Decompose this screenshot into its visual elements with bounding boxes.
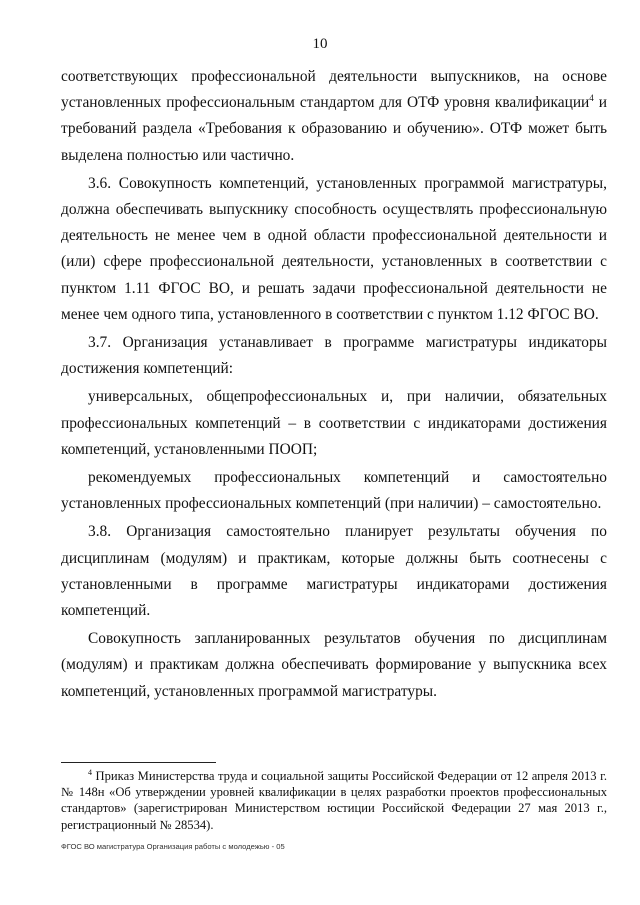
paragraph-learning-outcomes: Совокупность запланированных результатов обучения по дисциплинам (модулям) и практикам должна обеспечивать формирование у выпускника всех компетенций, установленных программой магистратуры. — [61, 630, 607, 700]
footnote-text: Приказ Министерства труда и социальной защиты Российской Федерации от 12 апреля 2013 г. № 148н «Об утверждении уровней квалификации в целях разработки проектов профессиональных стандартов» (зарегистрирован Министерством юстиции Российской Федерации 27 мая 2013 г., регистрационный № 28534). — [61, 769, 607, 832]
footnote-divider — [61, 762, 216, 763]
footnote-reference: 4 — [589, 93, 594, 104]
page-footer: ФГОС ВО магистратура Организация работы с молодежью - 05 — [61, 842, 285, 851]
paragraph-continuation-end: и требований раздела «Требования к образованию и обучению». ОТФ может быть выделена полностью или частично. — [61, 94, 607, 164]
page-number: 10 — [312, 36, 328, 52]
paragraph-3-7: 3.7. Организация устанавливает в программе магистратуры индикаторы достижения компетенций: — [61, 334, 607, 378]
paragraph-3-6: 3.6. Совокупность компетенций, установленных программой магистратуры, должна обеспечивать выпускнику способность осуществлять профессиональную деятельность не менее чем в одной области профессиональной деятельности и (или) сфере профессиональной деятельности, установленных в соответствии с пунктом 1.11 ФГОС ВО, и решать задачи профессиональной деятельности не менее чем одного типа, установленного в соответствии с пунктом 1.12 ФГОС ВО. — [61, 174, 607, 323]
list-item-recommended-competencies: рекомендуемых профессиональных компетенций и самостоятельно установленных профессиональных компетенций (при наличии) – самостоятельно. — [61, 469, 607, 513]
paragraph-continuation — [61, 64, 607, 169]
paragraph-3-8: 3.8. Организация самостоятельно планирует результаты обучения по дисциплинам (модулям) и практикам, которые должны быть соотнесены с установленными в программе магистратуры индикаторами достижения компетенций. — [61, 523, 607, 620]
paragraph-continuation-text: соответствующих профессиональной деятельности выпускников, на основе установленных профессиональным стандартом для ОТФ уровня квалификации — [61, 68, 607, 112]
footnote — [61, 768, 607, 833]
list-item-universal-competencies: универсальных, общепрофессиональных и, при наличии, обязательных профессиональных компетенций – в соответствии с индикаторами достижения компетенций, установленными ПООП; — [61, 388, 607, 458]
footnote-marker: 4 — [88, 767, 92, 777]
body-text — [61, 64, 607, 705]
